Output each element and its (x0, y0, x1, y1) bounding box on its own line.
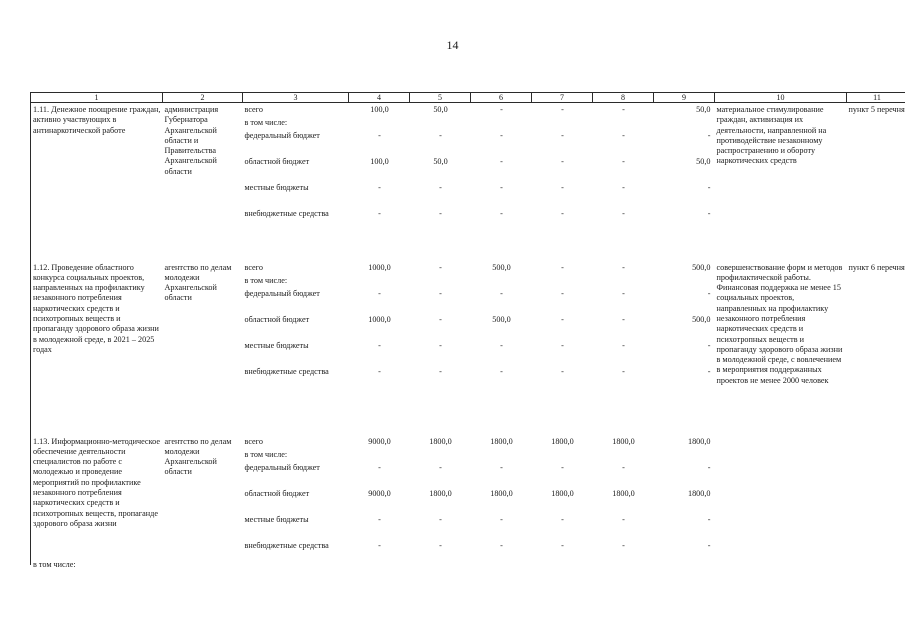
amount-cell: - (707, 130, 711, 140)
amount-cell: - (378, 182, 381, 192)
amount-cell: - (378, 514, 381, 524)
event-name: 1.11. Денежное поощрение граждан, активно участвующих в антинаркотической работе (31, 103, 163, 233)
expected-result (715, 435, 847, 565)
amount-cell (471, 116, 532, 129)
amount-cell: 9000,0 (368, 436, 391, 446)
amount-cell: - (622, 208, 625, 218)
amount-cell: - (622, 288, 625, 298)
amount-cell (654, 448, 715, 461)
funding-source: всего (244, 262, 263, 272)
amount-cell (532, 448, 593, 461)
amount-cell: - (439, 288, 442, 298)
amount-cell: 1800,0 (612, 436, 635, 446)
footer-note: в том числе: (33, 560, 76, 569)
funding-source: федеральный бюджет (244, 288, 320, 298)
amount-cell: 9000,0 (368, 488, 391, 498)
amount-cell: 1800,0 (687, 488, 711, 498)
amount-cell: 50,0 (433, 105, 448, 114)
amount-cell: 1000,0 (368, 262, 391, 272)
amount-cell: - (500, 340, 503, 350)
amount-cell: - (378, 540, 381, 550)
funding-source: федеральный бюджет (244, 130, 320, 140)
amount-cell (410, 274, 471, 287)
amount-cell: 500,0 (492, 262, 511, 272)
amount-cell: - (561, 540, 564, 550)
funding-source: внебюджетные средства (244, 366, 329, 376)
amount-cell: - (500, 462, 503, 472)
amount-cell (349, 116, 410, 129)
funding-source: в том числе: (244, 117, 288, 127)
amount-cell: - (500, 130, 503, 140)
amount-cell: - (439, 182, 442, 192)
amount-cell: - (561, 514, 564, 524)
amount-cell: - (622, 156, 625, 166)
amount-cell: - (707, 288, 711, 298)
amount-cell (593, 116, 654, 129)
amount-cell: 500,0 (692, 262, 711, 272)
funding-source: внебюджетные средства (244, 540, 329, 550)
amount-cell: 50,0 (433, 156, 448, 166)
amount-cell: 100,0 (370, 105, 389, 114)
amount-cell: - (622, 262, 625, 272)
amount-cell: - (378, 130, 381, 140)
amount-cell: - (707, 340, 711, 350)
column-header-8: 8 (593, 93, 654, 103)
funding-source: в том числе: (244, 449, 288, 459)
executor: агентство по делам молодежи Архангельской области (164, 436, 232, 477)
amount-cell: - (622, 105, 625, 114)
amount-cell: - (707, 514, 711, 524)
amount-cell: - (561, 314, 564, 324)
column-header-3: 3 (243, 93, 349, 103)
event-name: 1.12. Проведение областного конкурса социальных проектов, направленных на профилактику незаконного потребления наркотических средств и психотропных веществ и пропаганду здорового образа жизни в молодежной среде, в 2021 – 2025 годах (31, 261, 163, 391)
amount-cell: - (561, 462, 564, 472)
column-header-11: 11 (847, 93, 905, 103)
amount-cell: - (561, 366, 564, 376)
amount-cell: - (707, 366, 711, 376)
amount-cell: - (378, 288, 381, 298)
amount-cell (471, 448, 532, 461)
column-header-7: 7 (532, 93, 593, 103)
funding-source: внебюджетные средства (244, 208, 329, 218)
amount-cell: - (561, 208, 564, 218)
amount-cell: - (707, 462, 711, 472)
funding-source: местные бюджеты (244, 182, 309, 192)
amount-cell: - (378, 208, 381, 218)
amount-cell: - (561, 340, 564, 350)
program-table (30, 92, 905, 565)
amount-cell: - (707, 182, 711, 192)
amount-cell: 1800,0 (429, 488, 452, 498)
executor: администрация Губернатора Архангельской области и Правительства Архангельской области (164, 105, 219, 176)
column-header-1: 1 (31, 93, 163, 103)
amount-cell (532, 116, 593, 129)
amount-cell: 500,0 (492, 314, 511, 324)
list-reference (847, 435, 905, 565)
amount-cell (349, 448, 410, 461)
amount-cell: - (561, 182, 564, 192)
funding-source: всего (244, 105, 263, 114)
amount-cell: - (439, 208, 442, 218)
amount-cell: - (500, 156, 503, 166)
amount-cell: 1800,0 (551, 436, 574, 446)
funding-source: местные бюджеты (244, 514, 309, 524)
funding-source: федеральный бюджет (244, 462, 320, 472)
amount-cell: - (707, 540, 711, 550)
funding-source: всего (244, 436, 263, 446)
event-name: 1.13. Информационно-методическое обеспечение деятельности специалистов по работе с молодежью и проведение мероприятий по профилактике незаконного потребления наркотических средств и психотропных веществ, пропаганде здорового образа жизни (31, 435, 163, 565)
amount-cell: - (500, 514, 503, 524)
amount-cell: 50,0 (696, 156, 711, 166)
amount-cell (471, 274, 532, 287)
column-header-10: 10 (715, 93, 847, 103)
amount-cell (593, 448, 654, 461)
amount-cell: - (707, 208, 711, 218)
expected-result: материальное стимулирование граждан, активизация их деятельности, направленной на противодействие незаконному распространению и обороту наркотических средств (716, 105, 827, 166)
amount-cell (410, 116, 471, 129)
table-row (31, 435, 905, 448)
column-header-9: 9 (654, 93, 715, 103)
amount-cell: 1000,0 (368, 314, 391, 324)
amount-cell: - (439, 514, 442, 524)
amount-cell: - (500, 182, 503, 192)
funding-source: областной бюджет (244, 488, 310, 498)
amount-cell: - (622, 514, 625, 524)
list-reference: пункт 6 перечня (847, 261, 905, 391)
amount-cell: - (622, 462, 625, 472)
amount-cell: - (439, 540, 442, 550)
amount-cell: - (561, 262, 564, 272)
block-spacer (31, 391, 905, 435)
amount-cell: - (561, 105, 564, 114)
column-header-4: 4 (349, 93, 410, 103)
amount-cell: 500,0 (692, 314, 711, 324)
amount-cell: 1800,0 (490, 488, 513, 498)
list-reference: пункт 5 перечня (847, 103, 905, 233)
amount-cell: 100,0 (370, 156, 389, 166)
amount-cell: - (500, 366, 503, 376)
amount-cell: - (378, 340, 381, 350)
funding-source: областной бюджет (244, 156, 310, 166)
amount-cell (654, 274, 715, 287)
amount-cell: - (561, 130, 564, 140)
amount-cell: - (439, 340, 442, 350)
amount-cell (532, 274, 593, 287)
amount-cell: - (439, 462, 442, 472)
amount-cell: - (622, 340, 625, 350)
amount-cell: 50,0 (696, 105, 711, 114)
funding-source: в том числе: (244, 275, 288, 285)
block-spacer (31, 233, 905, 261)
amount-cell: - (500, 105, 503, 114)
expected-result: совершенствование форм и методов профилактической работы. Финансовая поддержка не менее 15 социальных проектов, направленных на профилактику незаконного потребления наркотических средств и психотропных веществ и пропаганду здорового образа жизни в молодежной среде, с вовлечением в мероприятия поддержанных проектов не менее 2000 человек (716, 262, 843, 385)
column-header-5: 5 (410, 93, 471, 103)
table-row (31, 103, 905, 116)
amount-cell: - (500, 540, 503, 550)
amount-cell (593, 274, 654, 287)
amount-cell: - (622, 540, 625, 550)
amount-cell: - (561, 156, 564, 166)
amount-cell: - (378, 366, 381, 376)
amount-cell: 1800,0 (612, 488, 635, 498)
amount-cell: - (500, 288, 503, 298)
amount-cell: - (439, 314, 442, 324)
amount-cell: 1800,0 (687, 436, 711, 446)
amount-cell: 1800,0 (551, 488, 574, 498)
amount-cell: - (622, 366, 625, 376)
funding-source: областной бюджет (244, 314, 310, 324)
amount-cell: - (622, 130, 625, 140)
amount-cell: 1800,0 (490, 436, 513, 446)
amount-cell: - (622, 182, 625, 192)
amount-cell: - (439, 130, 442, 140)
amount-cell: - (378, 462, 381, 472)
amount-cell: - (439, 262, 442, 272)
executor: агентство по делам молодежи Архангельской области (164, 262, 232, 303)
funding-source: местные бюджеты (244, 340, 309, 350)
column-header-2: 2 (163, 93, 243, 103)
page-number: 14 (446, 38, 459, 52)
table-row (31, 261, 905, 274)
amount-cell: 1800,0 (429, 436, 452, 446)
amount-cell (654, 116, 715, 129)
amount-cell (410, 448, 471, 461)
amount-cell: - (500, 208, 503, 218)
amount-cell: - (439, 366, 442, 376)
amount-cell (349, 274, 410, 287)
column-number-row (31, 93, 905, 103)
amount-cell: - (561, 288, 564, 298)
column-header-6: 6 (471, 93, 532, 103)
amount-cell: - (622, 314, 625, 324)
